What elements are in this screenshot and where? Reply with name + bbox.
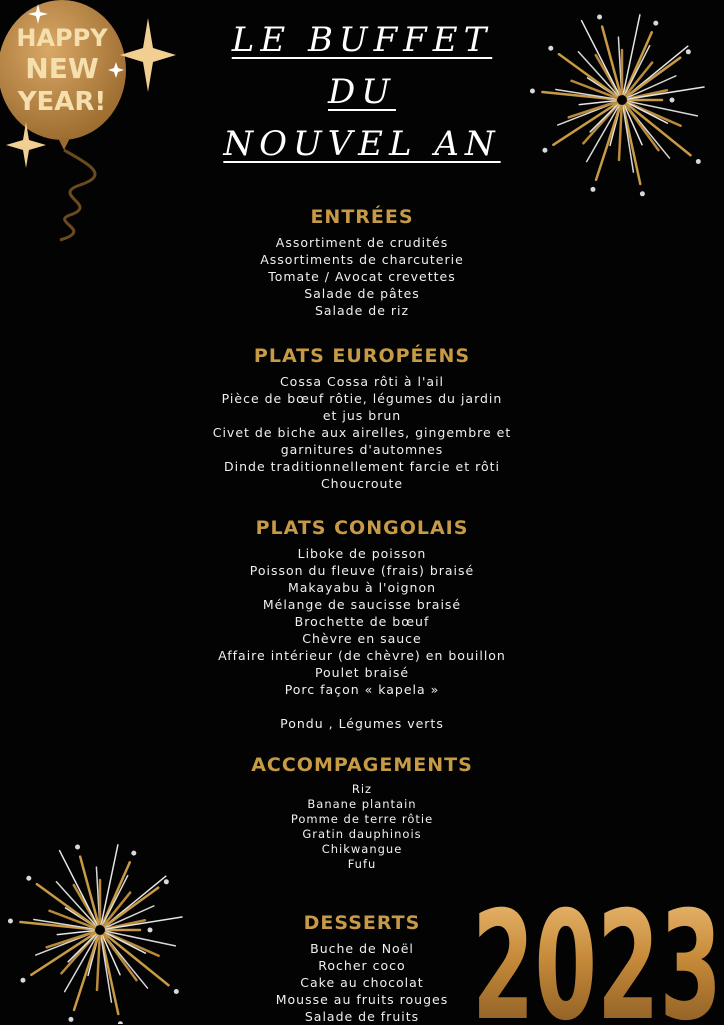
menu-item: Porc façon « kapela » bbox=[284, 682, 440, 697]
section-title-entrees: ENTRÉES bbox=[310, 206, 414, 228]
firework-dot bbox=[686, 49, 691, 54]
menu-item: Salade de pâtes bbox=[304, 286, 420, 301]
menu-item: Poisson du fleuve (frais) braisé bbox=[249, 563, 475, 578]
menu-item: Riz bbox=[351, 782, 373, 796]
menu-item-spacer bbox=[212, 698, 512, 715]
firework-ray bbox=[619, 106, 622, 160]
menu-item: Brochette de bœuf bbox=[294, 614, 430, 629]
firework-ray bbox=[623, 106, 633, 172]
menu-item: Dinde traditionnellement farcie et rôti bbox=[224, 459, 500, 474]
section-items-entrees bbox=[212, 234, 512, 319]
firework-ray bbox=[101, 936, 118, 1014]
firework-dot bbox=[174, 989, 179, 994]
menu-item: Cake au chocolat bbox=[300, 975, 424, 990]
menu-item: Cossa Cossa rôti à l'ail bbox=[279, 374, 445, 389]
year-text: 2023 bbox=[472, 880, 722, 1024]
menu-item: Affaire intérieur (de chèvre) en bouillon bbox=[218, 648, 506, 663]
menu-item: Chèvre en sauce bbox=[302, 631, 422, 646]
firework-dot bbox=[670, 98, 675, 103]
firework-ray bbox=[624, 32, 651, 94]
section-items-accompagements bbox=[212, 782, 512, 872]
menu-item: Rocher coco bbox=[318, 958, 406, 973]
menu-title-line-2: DU bbox=[328, 72, 396, 112]
menu-title-line-1: LE BUFFET bbox=[231, 20, 493, 60]
menu-item: Makayabu à l'oignon bbox=[287, 580, 437, 595]
menu-item: Choucroute bbox=[320, 476, 404, 491]
section-title-desserts: DESSERTS bbox=[303, 912, 421, 934]
firework-dot bbox=[696, 159, 701, 164]
firework-dot bbox=[597, 14, 602, 19]
menu-item: Mousse au fruits rouges bbox=[275, 992, 449, 1007]
menu-item: Buche de Noël bbox=[310, 941, 414, 956]
menu-item: Pièce de bœuf rôtie, légumes du jardin et jus brun bbox=[221, 391, 503, 423]
firework-ray bbox=[623, 106, 640, 184]
balloon-text-3: YEAR! bbox=[17, 87, 107, 117]
section-items-plats-europeens bbox=[212, 373, 512, 492]
menu-title-line-3: NOUVEL AN bbox=[223, 124, 501, 164]
firework-dot bbox=[131, 851, 136, 856]
firework-ray bbox=[627, 102, 680, 125]
sparkle-icon bbox=[120, 18, 176, 92]
section-title-plats-europeens: PLATS EUROPÉENS bbox=[253, 345, 471, 367]
section-items-desserts bbox=[212, 940, 512, 1025]
firework-dot bbox=[653, 21, 658, 26]
menu-item: Salade de fruits bbox=[304, 1009, 420, 1024]
firework-dot bbox=[640, 191, 645, 196]
firework-ray bbox=[105, 932, 158, 955]
menu-item: Pomme de terre rôtie bbox=[290, 812, 434, 826]
firework-ray bbox=[97, 936, 100, 990]
firework-dot bbox=[590, 187, 595, 192]
firework-dot bbox=[20, 978, 25, 983]
menu-item: Civet de biche aux airelles, gingembre et garnitures d'automnes bbox=[212, 425, 512, 457]
balloon-text-2: NEW bbox=[25, 52, 99, 85]
firework-ray bbox=[627, 104, 691, 155]
menu-item: Gratin dauphinois bbox=[302, 827, 422, 841]
firework-dot bbox=[75, 844, 80, 849]
menu-item: Fufu bbox=[347, 857, 377, 871]
menu-item: Banane plantain bbox=[307, 797, 417, 811]
menu-item: Chikwangue bbox=[321, 842, 403, 856]
section-title-plats-congolais: PLATS CONGOLAIS bbox=[255, 517, 469, 539]
menu-item: Tomate / Avocat crevettes bbox=[268, 269, 456, 284]
menu-item: Salade de riz bbox=[314, 303, 410, 318]
menu-item: Poulet braisé bbox=[314, 665, 410, 680]
firework-dot bbox=[164, 879, 169, 884]
firework-dot bbox=[68, 1017, 73, 1022]
menu-item: Liboke de poisson bbox=[297, 546, 427, 561]
menu-item: Pondu , Légumes verts bbox=[280, 716, 444, 731]
firework-ray bbox=[101, 936, 111, 1002]
menu-item: Assortiments de charcuterie bbox=[260, 252, 464, 267]
section-items-plats-congolais bbox=[212, 545, 512, 732]
menu-item: Mélange de saucisse braisé bbox=[262, 597, 462, 612]
section-title-accompagements: ACCOMPAGEMENTS bbox=[251, 754, 473, 776]
firework-dot bbox=[26, 876, 31, 881]
firework-ray bbox=[105, 934, 169, 985]
balloon-text-1: HAPPY bbox=[16, 24, 108, 52]
menu-item: Assortiment de crudités bbox=[275, 235, 449, 250]
